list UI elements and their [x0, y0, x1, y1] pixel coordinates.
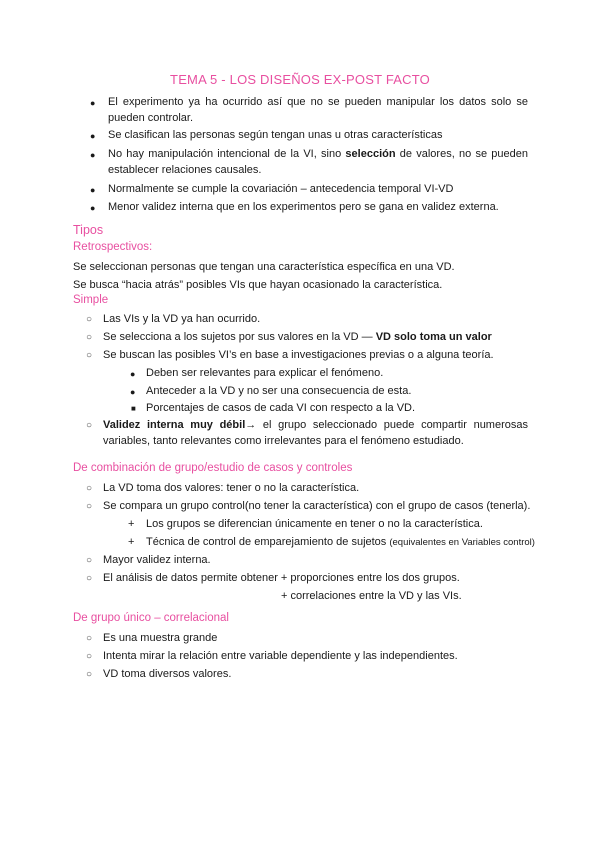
bullet-dot: ●: [90, 150, 96, 160]
simple-subitem-1: Deben ser relevantes para explicar el fenómeno.: [146, 367, 384, 379]
section-heading-tipos: Tipos: [73, 223, 104, 237]
bullet-dot: ●: [130, 369, 136, 379]
unico-item-2: Intenta mirar la relación entre variable dependiente y las independientes.: [103, 650, 458, 662]
bullet-plus: +: [128, 536, 135, 548]
page-title: TEMA 5 - LOS DISEÑOS EX-POST FACTO: [170, 72, 430, 87]
heading-grupo-unico: De grupo único – correlacional: [73, 612, 229, 624]
bullet-circle: ○: [86, 332, 93, 343]
bullet-dot: ●: [130, 387, 136, 397]
retro-line-1: Se seleccionan personas que tengan una característica específica en una VD.: [73, 261, 455, 273]
simple-subitem-2: Anteceder a la VD y no ser una consecuencia de esta.: [146, 385, 412, 397]
bullet-square: ■: [131, 404, 136, 413]
heading-retrospectivos: Retrospectivos:: [73, 241, 153, 253]
bullet-circle: ○: [86, 555, 93, 566]
bullet-dot: ●: [90, 131, 96, 141]
combinacion-subitem-1: Los grupos se diferencian únicamente en tener o no la característica.: [146, 518, 483, 530]
intro-item-4: Normalmente se cumple la covariación – antecedencia temporal VI-VD: [108, 183, 454, 195]
simple-subitem-3: Porcentajes de casos de cada VI con respecto a la VD.: [146, 402, 416, 414]
bullet-dot: ●: [90, 185, 96, 195]
unico-item-1: Es una muestra grande: [103, 632, 218, 644]
combinacion-subitem-2: Técnica de control de emparejamiento de sujetos (equivalentes en Variables control): [146, 536, 535, 548]
bullet-dot: ●: [90, 203, 96, 213]
simple-validez: Validez interna muy débil→ el grupo seleccionado puede compartir numerosas variables, tanto relevantes como irrelevantes para el fenómeno estudiado.: [103, 419, 528, 447]
bullet-circle: ○: [86, 633, 93, 644]
combinacion-continuation: + correlaciones entre la VD y las VIs.: [281, 590, 462, 602]
combinacion-item-1: La VD toma dos valores: tener o no la característica.: [103, 482, 360, 494]
simple-item-3: Se buscan las posibles VI’s en base a investigaciones previas o a alguna teoría.: [103, 349, 494, 361]
intro-item-5: Menor validez interna que en los experimentos pero se gana en validez externa.: [108, 201, 499, 213]
bullet-circle: ○: [86, 350, 93, 361]
heading-simple: Simple: [73, 294, 109, 306]
bullet-circle: ○: [86, 573, 93, 584]
combinacion-item-2: Se compara un grupo control(no tener la característica) con el grupo de casos (tenerla).: [103, 500, 531, 512]
simple-item-1: Las VIs y la VD ya han ocurrido.: [103, 313, 261, 325]
combinacion-item-3: Mayor validez interna.: [103, 554, 211, 566]
intro-item-2: Se clasifican las personas según tengan unas u otras características: [108, 129, 443, 141]
unico-item-3: VD toma diversos valores.: [103, 668, 232, 680]
simple-item-2: Se selecciona a los sujetos por sus valores en la VD — VD solo toma un valor: [103, 331, 492, 343]
bullet-dot: ●: [90, 98, 96, 108]
bullet-plus: +: [128, 518, 135, 530]
bullet-circle: ○: [86, 314, 93, 325]
intro-item-3: No hay manipulación intencional de la VI, sino selección de valores, no se pueden establecer relaciones causales.: [108, 148, 528, 176]
bullet-circle: ○: [86, 501, 93, 512]
combinacion-item-4: El análisis de datos permite obtener + proporciones entre los dos grupos.: [103, 572, 460, 584]
heading-combinacion: De combinación de grupo/estudio de casos y controles: [73, 462, 353, 474]
retro-line-2: Se busca “hacia atrás” posibles VIs que hayan ocasionado la característica.: [73, 279, 443, 291]
bullet-circle: ○: [86, 669, 93, 680]
intro-item-1: El experimento ya ha ocurrido así que no se pueden manipular los datos solo se pueden controlar.: [108, 96, 528, 124]
bullet-circle: ○: [86, 651, 93, 662]
bullet-circle: ○: [86, 483, 93, 494]
bullet-circle: ○: [86, 420, 93, 431]
